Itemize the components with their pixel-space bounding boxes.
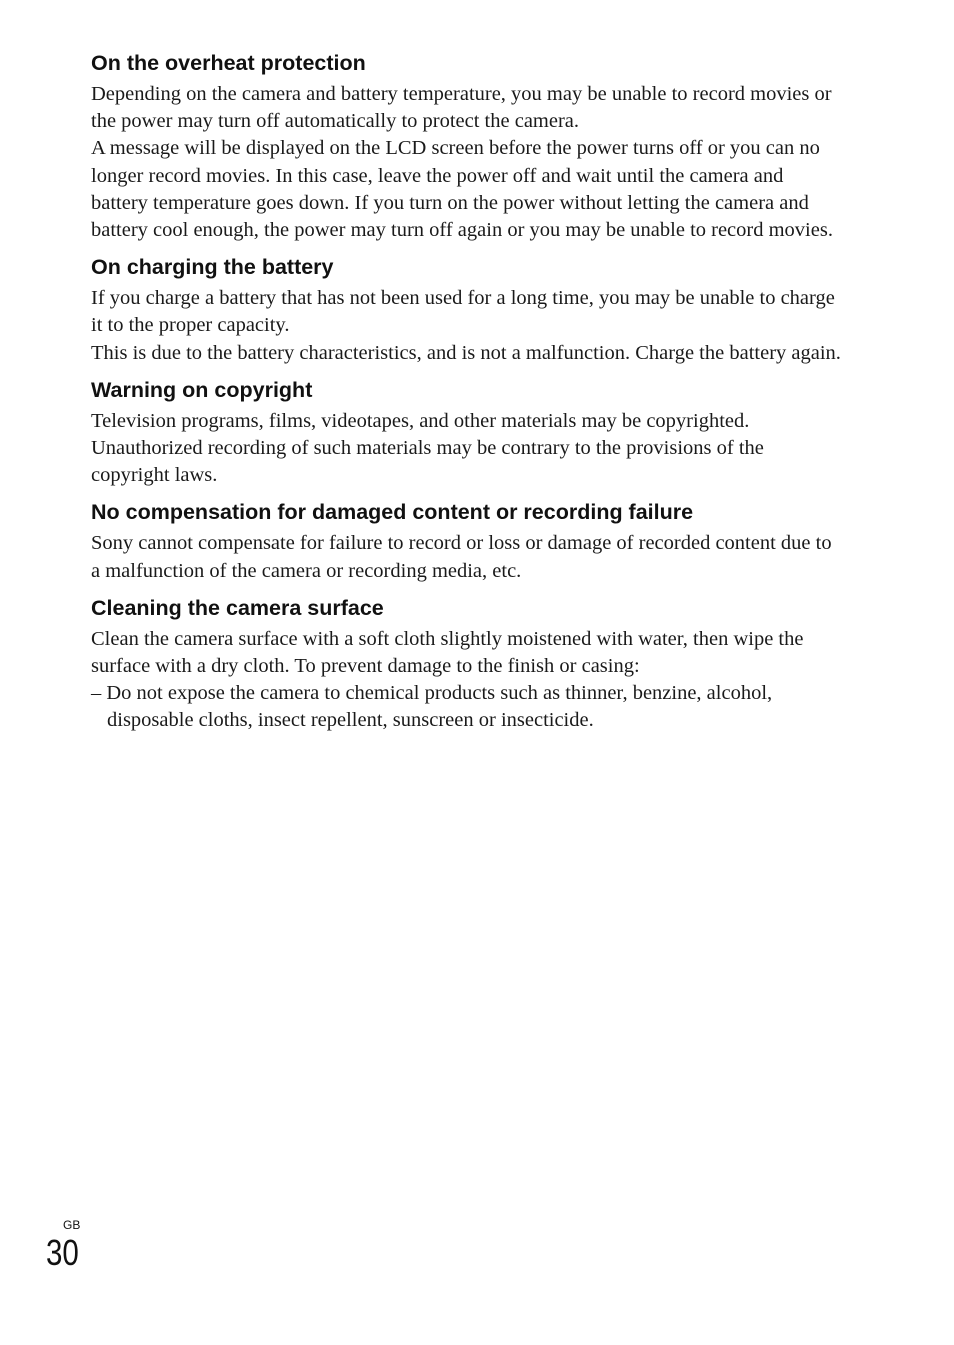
- section-paragraph: If you charge a battery that has not been used for a long time, you may be unable to charge it to the proper capacity.: [91, 287, 835, 337]
- section-cleaning-surface: [91, 595, 843, 735]
- section-paragraph: This is due to the battery characteristics, and is not a malfunction. Charge the battery again.: [91, 341, 841, 364]
- section-overheat-protection: [91, 50, 843, 244]
- section-no-compensation: [91, 499, 843, 584]
- section-paragraph: Sony cannot compensate for failure to record or loss or damage of recorded content due to a malfunction of the camera or recording media, etc.: [91, 532, 832, 582]
- list-item: – Do not expose the camera to chemical products such as thinner, benzine, alcohol, disposable cloths, insect repellent, sunscreen or insecticide.: [91, 682, 773, 732]
- section-heading: Warning on copyright: [91, 377, 313, 402]
- page-number: 30: [46, 1232, 79, 1273]
- section-paragraph: Television programs, films, videotapes, and other materials may be copyrighted. Unauthorized recording of such materials may be contrary to the provisions of the copyright laws.: [91, 409, 764, 487]
- section-paragraph: A message will be displayed on the LCD screen before the power turns off or you can no longer record movies. In this case, leave the power off and wait until the camera and battery temperature goes down. If you turn on the power without letting the camera and battery cool enough, the power may turn off again or you may be unable to record movies.: [91, 137, 833, 242]
- section-heading: On charging the battery: [91, 255, 334, 280]
- section-paragraph: Clean the camera surface with a soft cloth slightly moistened with water, then wipe the surface with a dry cloth. To prevent damage to the finish or casing:: [91, 627, 804, 678]
- region-code: GB: [63, 1218, 81, 1232]
- section-heading: No compensation for damaged content or recording failure: [91, 500, 694, 525]
- section-heading: Cleaning the camera surface: [91, 595, 384, 620]
- section-charging-battery: [91, 254, 843, 367]
- section-copyright-warning: [91, 377, 843, 490]
- section-paragraph: Depending on the camera and battery temperature, you may be unable to record movies or the power may turn off automatically to protect the camera.: [91, 83, 832, 133]
- page-content: [91, 50, 843, 735]
- section-heading: On the overheat protection: [91, 51, 366, 75]
